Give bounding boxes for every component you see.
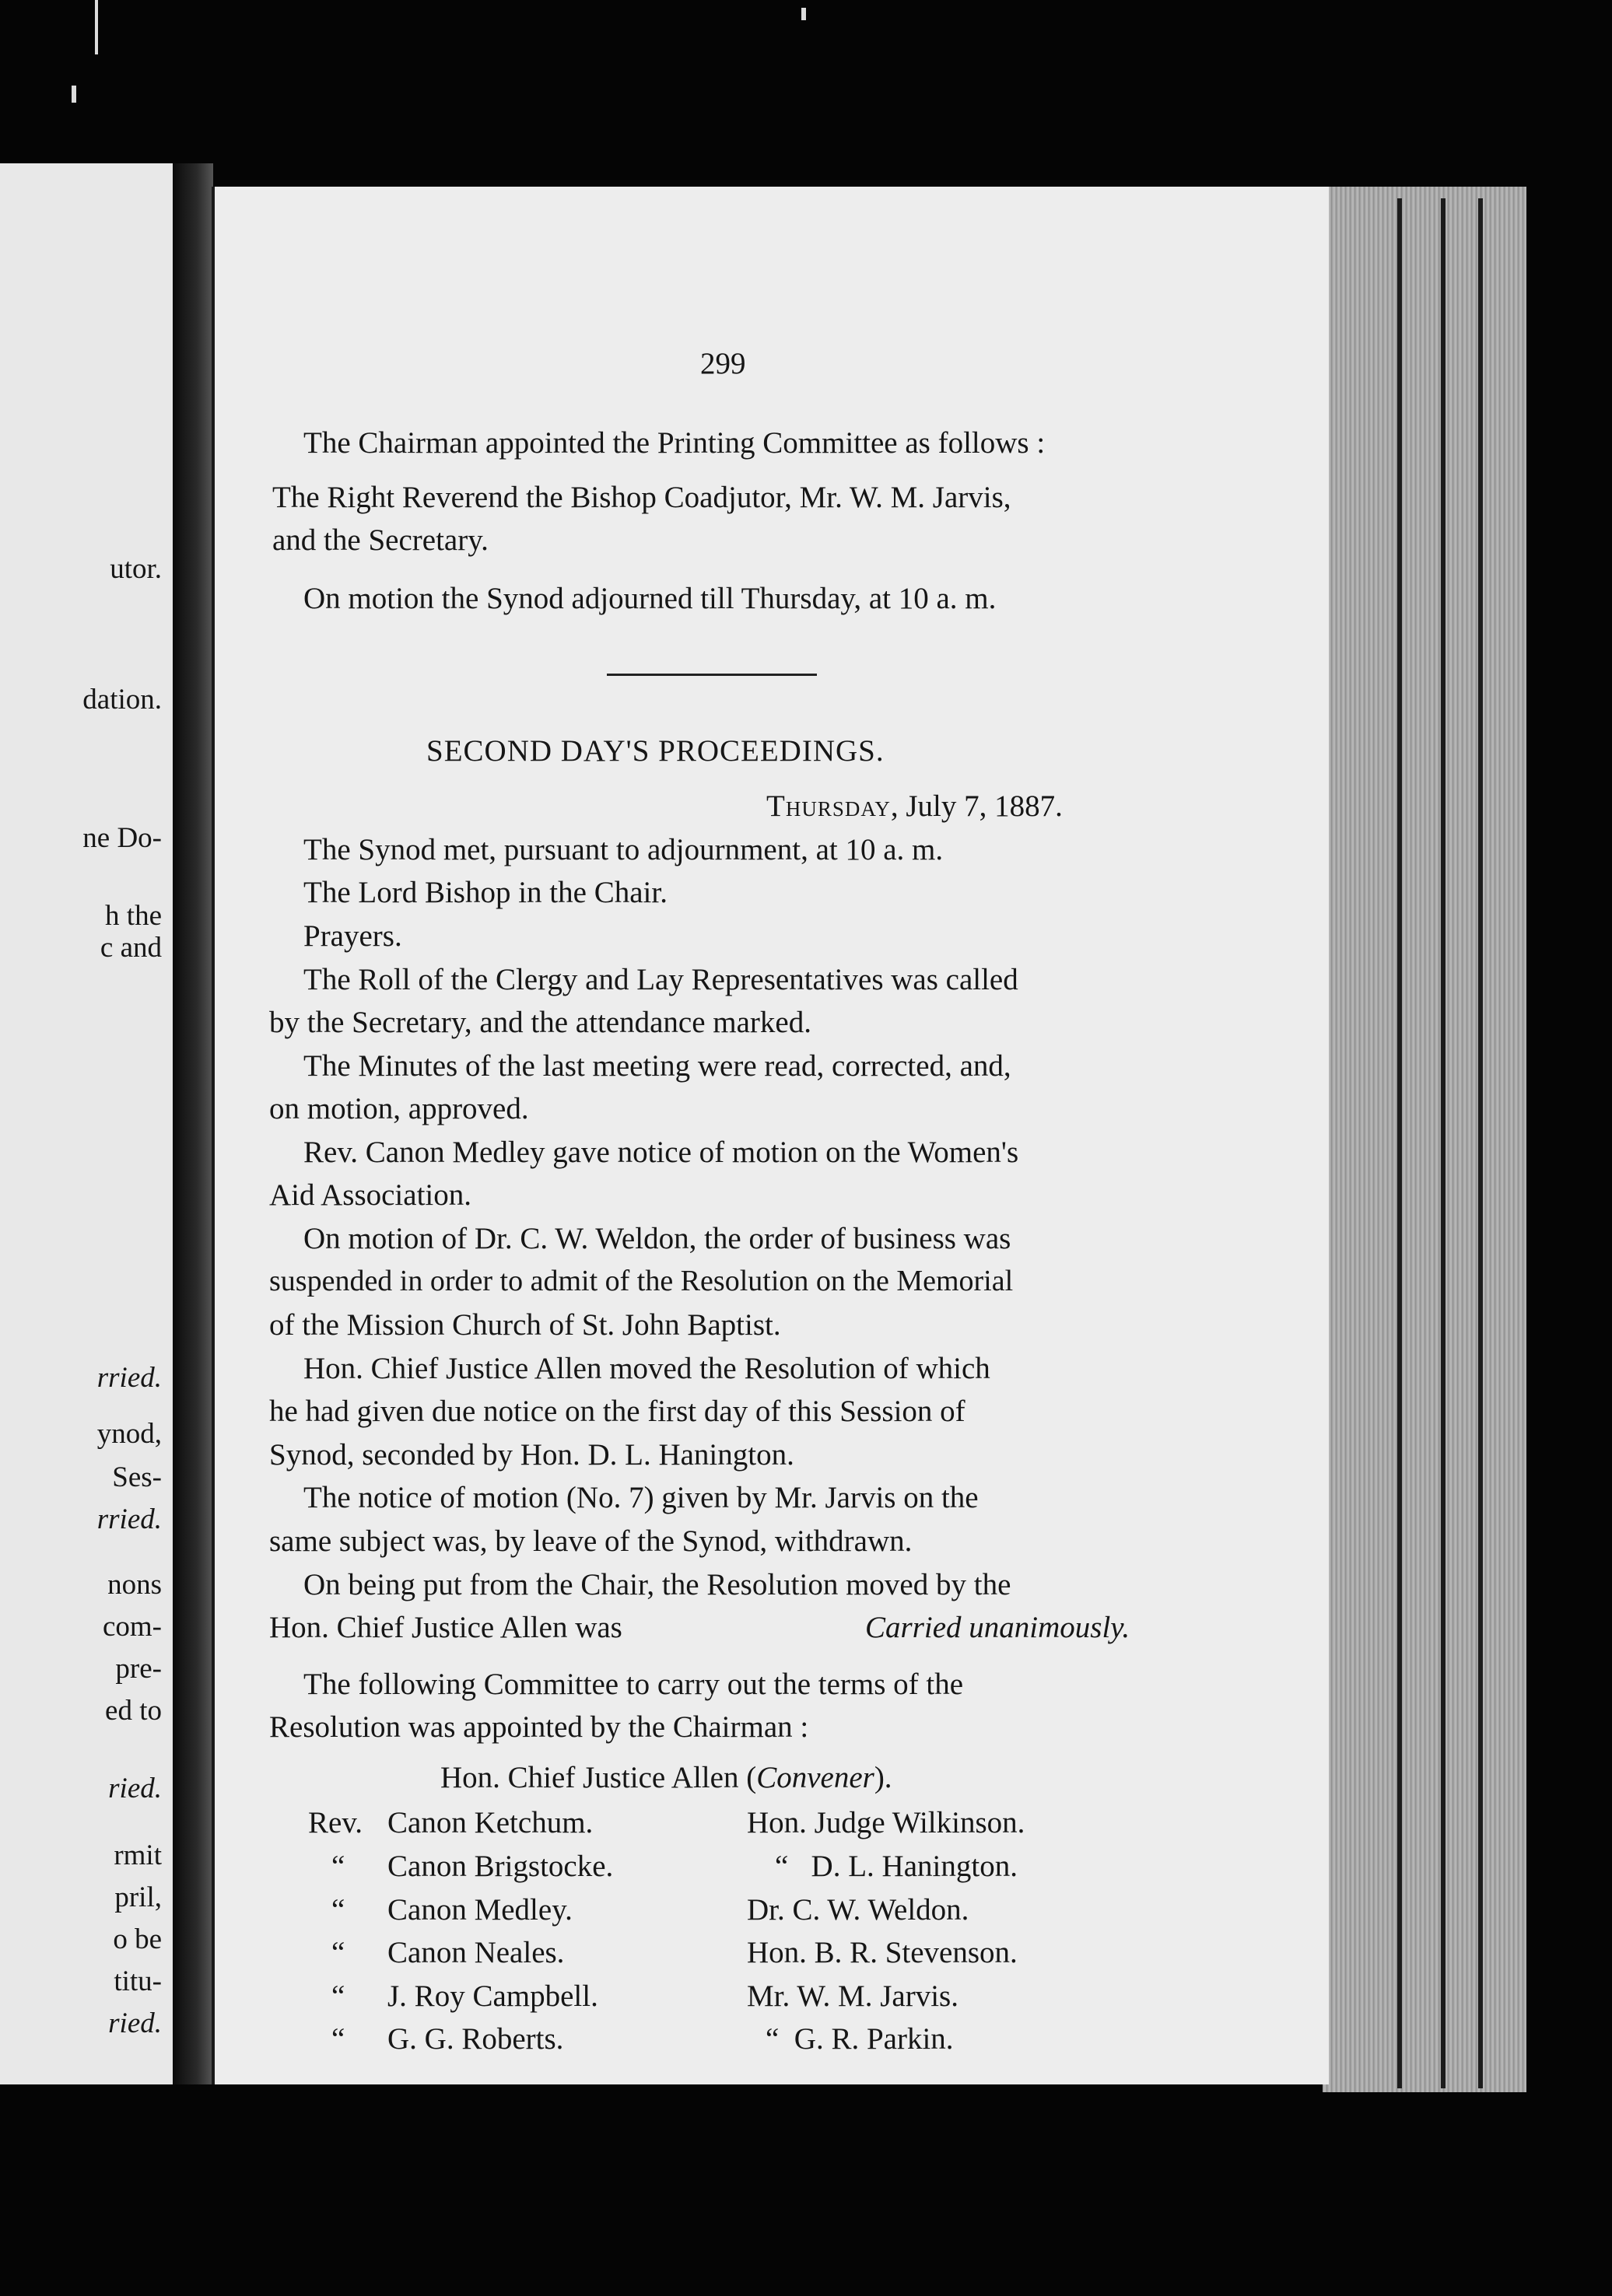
member-name: Hon. Judge Wilkinson. bbox=[747, 1806, 1025, 1839]
body-line: The notice of motion (No. 7) given by Mr. Jarvis on the bbox=[303, 1481, 979, 1514]
member-prefix: “ bbox=[331, 1893, 345, 1927]
member-name: Canon Medley. bbox=[387, 1893, 573, 1927]
left-fragment: nons bbox=[107, 1569, 162, 1601]
paragraph-line: and the Secretary. bbox=[272, 523, 489, 557]
convener-role: Convener bbox=[756, 1761, 874, 1794]
scan-speck bbox=[801, 8, 806, 20]
body-line: The Roll of the Clergy and Lay Representatives was called bbox=[303, 963, 1018, 996]
left-fragment: pril, bbox=[114, 1881, 162, 1913]
body-line: Synod, seconded by Hon. D. L. Hanington. bbox=[269, 1438, 794, 1472]
convener-name: Hon. Chief Justice Allen ( bbox=[440, 1761, 757, 1794]
body-line: On motion of Dr. C. W. Weldon, the order of business was bbox=[303, 1222, 1011, 1255]
body-line: he had given due notice on the first day of this Session of bbox=[269, 1395, 965, 1428]
body-line: The Synod met, pursuant to adjournment, at 10 a. m. bbox=[303, 833, 944, 866]
left-fragment: titu- bbox=[114, 1965, 162, 1997]
member-name: Hon. B. R. Stevenson. bbox=[747, 1936, 1018, 1969]
page-edges bbox=[1323, 187, 1526, 2092]
member-name: Canon Brigstocke. bbox=[387, 1850, 614, 1883]
book-gutter bbox=[173, 163, 213, 2084]
body-line: of the Mission Church of St. John Baptist. bbox=[269, 1308, 781, 1342]
left-fragment: ynod, bbox=[96, 1418, 162, 1450]
left-fragment: ried. bbox=[108, 2007, 162, 2039]
body-line: same subject was, by leave of the Synod, withdrawn. bbox=[269, 1524, 913, 1558]
left-fragment: ed to bbox=[105, 1695, 162, 1727]
body-line: Hon. Chief Justice Allen moved the Resolution of which bbox=[303, 1352, 990, 1385]
carried-line-left: Hon. Chief Justice Allen was bbox=[269, 1611, 622, 1644]
left-fragment: h the bbox=[105, 900, 162, 932]
section-date bbox=[766, 791, 1063, 821]
date-rest: , July 7, 1887. bbox=[890, 789, 1063, 823]
left-fragment: o be bbox=[113, 1923, 162, 1955]
scan-scratch bbox=[95, 0, 98, 54]
member-name: Canon Ketchum. bbox=[387, 1806, 594, 1839]
paragraph-line: The Chairman appointed the Printing Committee as follows : bbox=[303, 426, 1046, 460]
body-line: The Minutes of the last meeting were read, corrected, and, bbox=[303, 1049, 1011, 1083]
member-name: “ D. L. Hanington. bbox=[775, 1850, 1018, 1883]
left-fragment: rried. bbox=[96, 1362, 162, 1394]
member-name: Dr. C. W. Weldon. bbox=[747, 1893, 969, 1927]
member-prefix: “ bbox=[331, 1979, 345, 2013]
body-line: On being put from the Chair, the Resolution moved by the bbox=[303, 1568, 1011, 1601]
date-weekday: Thursday bbox=[766, 789, 891, 823]
paragraph-line: On motion the Synod adjourned till Thursday, at 10 a. m. bbox=[303, 582, 997, 615]
left-fragment: ried. bbox=[108, 1773, 162, 1804]
section-divider bbox=[607, 674, 817, 676]
member-prefix: “ bbox=[331, 1936, 345, 1969]
left-fragment: ne Do- bbox=[82, 822, 162, 854]
body-line: Rev. Canon Medley gave notice of motion on the Women's bbox=[303, 1136, 1019, 1169]
member-name: J. Roy Campbell. bbox=[387, 1979, 598, 2013]
left-fragment: Ses- bbox=[112, 1461, 162, 1493]
member-prefix: “ bbox=[331, 2022, 345, 2056]
page-number: 299 bbox=[700, 347, 746, 380]
carried-unanimously: Carried unanimously. bbox=[865, 1611, 1130, 1644]
body-line: by the Secretary, and the attendance marked. bbox=[269, 1006, 811, 1039]
section-heading: SECOND DAY'S PROCEEDINGS. bbox=[426, 734, 885, 768]
committee-intro-line: The following Committee to carry out the terms of the bbox=[303, 1668, 964, 1701]
member-name: Mr. W. M. Jarvis. bbox=[747, 1979, 958, 2013]
left-page-fragment bbox=[0, 163, 177, 2084]
body-line: The Lord Bishop in the Chair. bbox=[303, 876, 668, 909]
member-prefix: “ bbox=[331, 1850, 345, 1883]
member-name: G. G. Roberts. bbox=[387, 2022, 564, 2056]
left-fragment: rried. bbox=[96, 1503, 162, 1535]
committee-intro-line: Resolution was appointed by the Chairman : bbox=[269, 1710, 809, 1744]
scan-speck bbox=[72, 86, 76, 103]
convener-close: ). bbox=[874, 1761, 892, 1794]
left-fragment: utor. bbox=[110, 553, 162, 585]
body-line: Aid Association. bbox=[269, 1178, 471, 1212]
page-edge-band bbox=[1397, 198, 1402, 2088]
left-fragment: dation. bbox=[82, 684, 162, 716]
page-edge-band bbox=[1441, 198, 1446, 2088]
body-line: suspended in order to admit of the Resolution on the Memorial bbox=[269, 1265, 1014, 1297]
page-edge-band bbox=[1478, 198, 1483, 2088]
left-fragment: rmit bbox=[114, 1839, 162, 1871]
left-fragment: c and bbox=[100, 932, 162, 964]
left-fragment: pre- bbox=[115, 1653, 162, 1685]
member-name: Canon Neales. bbox=[387, 1936, 565, 1969]
body-line: on motion, approved. bbox=[269, 1092, 529, 1125]
paragraph-line: The Right Reverend the Bishop Coadjutor, Mr. W. M. Jarvis, bbox=[272, 481, 1011, 514]
member-prefix: Rev. bbox=[308, 1806, 363, 1839]
committee-convener bbox=[440, 1762, 892, 1793]
body-line: Prayers. bbox=[303, 919, 402, 953]
left-fragment: com- bbox=[102, 1611, 162, 1643]
member-name: “ G. R. Parkin. bbox=[766, 2022, 954, 2056]
